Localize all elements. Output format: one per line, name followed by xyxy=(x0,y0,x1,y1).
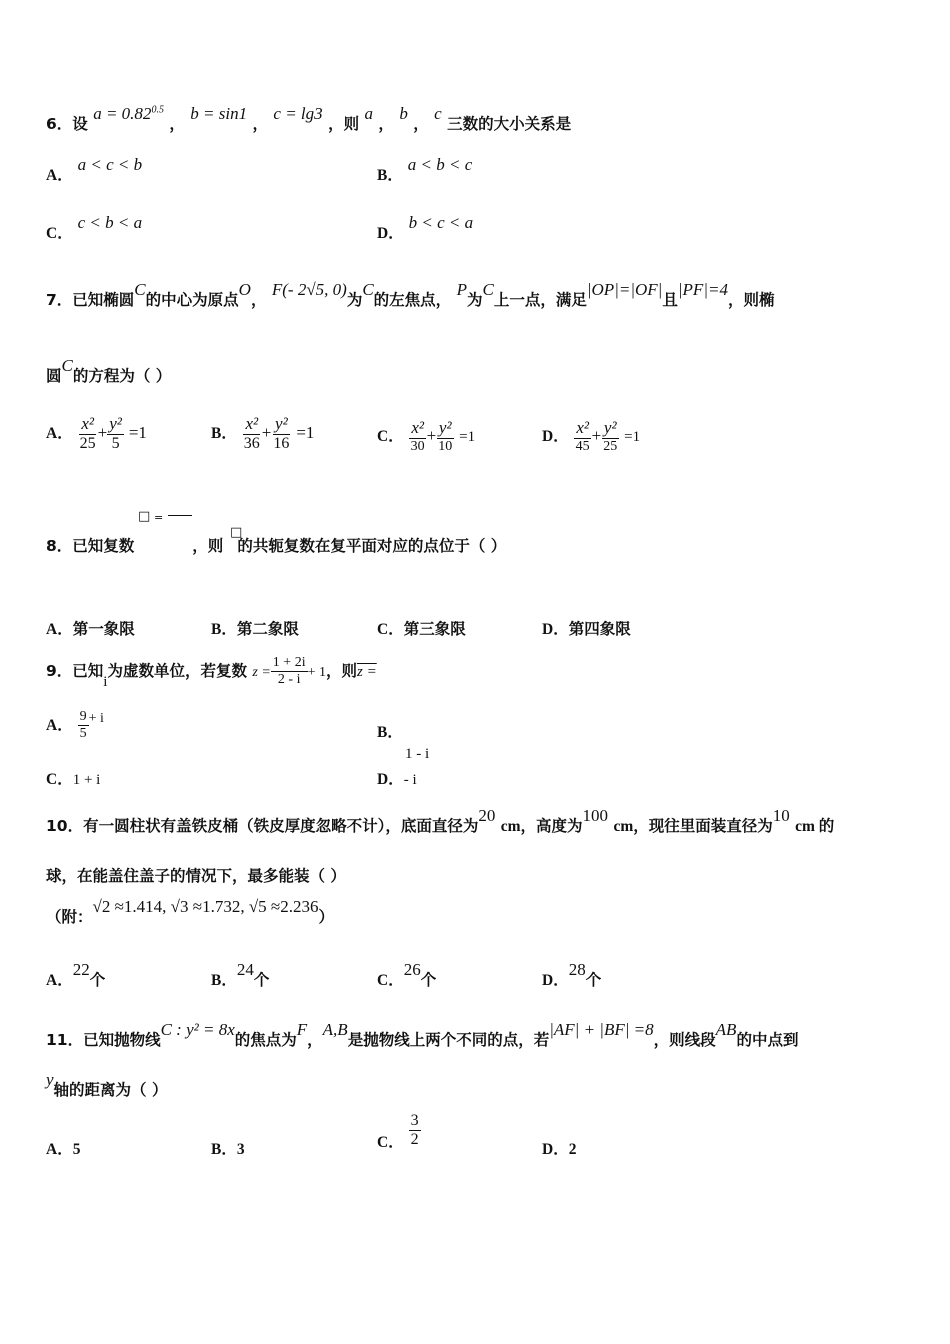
q9-option-b-label: B． xyxy=(377,724,403,741)
q10-c-num: 26 xyxy=(403,960,421,979)
q7-a-n1: x² xyxy=(81,414,94,433)
q8-option-b-text: 第二象限 xyxy=(236,620,299,638)
q6-option-a[interactable] xyxy=(46,155,143,185)
q7-text-8: 且 xyxy=(662,291,678,309)
q11-text-1: 11．已知抛物线 xyxy=(46,1031,161,1049)
q9-z-bar: z = xyxy=(357,664,377,681)
q10-text-2: cm，高度为 xyxy=(500,818,583,835)
q11-condition: |AF| + |BF| =8 xyxy=(549,1020,654,1039)
q7-a-d1: 25 xyxy=(79,434,96,452)
q8-option-a-label: A． xyxy=(46,621,73,638)
q7-var-o: O xyxy=(238,280,251,299)
q11-option-d[interactable] xyxy=(542,1137,576,1159)
q9-option-a-label: A． xyxy=(46,717,73,735)
q7-d-n2: y² xyxy=(603,418,617,437)
q7-d-d1: 45 xyxy=(575,438,590,454)
question-10-note xyxy=(46,897,335,927)
q6-a-definition xyxy=(93,104,164,123)
q11-text-2: 的焦点为 xyxy=(234,1031,297,1049)
q6-a-base: a = 0.82 xyxy=(93,104,152,123)
q9-text-2: 为虚数单位，若复数 xyxy=(107,662,247,681)
q9-denominator: 2 - i xyxy=(277,672,301,688)
q10-option-c-label: C． xyxy=(377,972,404,989)
q10-note-prefix: （附： xyxy=(46,908,93,926)
q8-option-c[interactable] xyxy=(377,617,466,639)
q11-curve: C : y² = 8x xyxy=(160,1020,235,1039)
q11-option-a[interactable] xyxy=(46,1137,80,1159)
q10-text-3: cm，现往里面装直径为 xyxy=(613,818,773,835)
q8-option-b-label: B． xyxy=(211,621,237,638)
q6-var-c: c xyxy=(434,104,442,123)
q6-a-exponent: 0.5 xyxy=(151,104,164,116)
q9-option-a[interactable] xyxy=(46,709,104,742)
q6-option-d-label: D． xyxy=(377,225,404,242)
q11-d-expr: 2 xyxy=(568,1141,577,1158)
q7-option-a[interactable]: A． $\frac{\text{x²}}{25}$ + $\frac{\text{y²}}{5}$ =1 xyxy=(46,414,147,452)
q7-text-1: 7．已知椭圆 xyxy=(46,291,135,309)
q11-var-f: F xyxy=(296,1020,308,1039)
question-11-stem-line2 xyxy=(46,1070,168,1100)
q7-option-a-frac2 xyxy=(107,414,124,453)
q8-option-a[interactable] xyxy=(46,617,135,639)
q7-var-c4: C xyxy=(61,356,73,375)
q10-note-suffix: ） xyxy=(318,908,335,926)
q10-option-c[interactable] xyxy=(377,960,437,990)
q7-var-c1: C xyxy=(134,280,146,299)
q10-text-4: cm 的 xyxy=(795,818,835,835)
q7-option-b-label: B． xyxy=(211,424,237,442)
q7-var-c2: C xyxy=(362,280,374,299)
q9-c-expr: 1 + i xyxy=(72,772,101,788)
q9-a-tail: + i xyxy=(88,711,104,727)
q7-option-d-label: D． xyxy=(542,427,569,445)
q10-c-unit: 个 xyxy=(420,971,437,989)
q7-c-d1: 30 xyxy=(410,438,425,454)
q10-a-num: 22 xyxy=(72,960,90,979)
q9-numerator: 1 + 2i xyxy=(271,655,308,672)
q11-var-ab2: AB xyxy=(715,1020,737,1039)
q10-diameter-20: 20 xyxy=(478,806,496,825)
q8-text-3: 的共轭复数在复平面对应的点位于（ ） xyxy=(237,537,507,555)
q11-option-c-frac xyxy=(409,1112,421,1150)
q8-option-c-label: C． xyxy=(377,621,404,638)
q7-b-rhs: =1 xyxy=(296,422,315,442)
q9-d-expr: - i xyxy=(403,772,417,788)
q10-option-d-label: D． xyxy=(542,972,569,989)
q8-option-d-text: 第四象限 xyxy=(568,620,631,638)
q11-option-b[interactable] xyxy=(211,1137,245,1159)
q7-option-d-frac1 xyxy=(574,418,592,455)
q7-text-4: 为 xyxy=(346,291,363,309)
q6-var-b: b xyxy=(399,104,408,123)
q7-d-n1: x² xyxy=(576,418,589,437)
q7-text-6: 为 xyxy=(466,291,483,309)
q7-line2-text-2: 的方程为（ ） xyxy=(72,367,172,385)
q11-option-d-label: D． xyxy=(542,1141,569,1158)
q6-b-definition: b = sin1 xyxy=(190,104,248,123)
q9-option-b[interactable] xyxy=(377,722,429,763)
q10-note-math: √2 ≈1.414, √3 ≈1.732, √5 ≈2.236 xyxy=(92,897,319,916)
question-6-stem xyxy=(46,104,572,134)
question-11-stem xyxy=(46,1020,799,1050)
q7-option-b-frac1 xyxy=(242,414,262,453)
q6-option-a-expr: a < c < b xyxy=(77,155,143,174)
q7-text-9: ，则椭 xyxy=(727,291,775,309)
q9-b-expr: 1 - i xyxy=(405,746,430,762)
q7-text-7: 上一点，满足 xyxy=(493,291,587,309)
question-7-stem-line2 xyxy=(46,356,172,386)
q7-focus-point: F(- 2√5, 0) xyxy=(271,280,347,299)
q11-line2-text: 轴的距离为（ ） xyxy=(53,1081,168,1099)
q10-option-b[interactable] xyxy=(211,960,270,990)
q7-var-p: P xyxy=(456,280,467,299)
q6-sep3: ， xyxy=(378,115,394,133)
q11-c-den: 2 xyxy=(410,1131,419,1149)
question-8-stem xyxy=(46,534,506,556)
q9-plus-one: + 1 xyxy=(307,665,326,681)
q10-b-unit: 个 xyxy=(253,971,270,989)
q11-option-c[interactable] xyxy=(377,1112,421,1150)
q6-mid: ，则 xyxy=(328,115,360,133)
q6-option-c[interactable] xyxy=(46,213,143,243)
q8-option-b[interactable] xyxy=(211,617,299,639)
q7-option-d-frac2 xyxy=(601,418,619,455)
q11-c-num: 3 xyxy=(409,1112,421,1131)
q7-c-n2: y² xyxy=(438,418,452,437)
q11-text-3: ， xyxy=(307,1031,323,1049)
q7-d-d2: 25 xyxy=(603,438,618,454)
q7-text-3: ， xyxy=(250,291,267,309)
q7-c-n1: x² xyxy=(411,418,424,437)
q9-text-1: 9．已知 xyxy=(46,662,104,681)
q7-a-n2: y² xyxy=(109,414,122,433)
q9-option-d[interactable] xyxy=(377,767,417,789)
q7-option-b[interactable]: B． $\frac{\text{x²}}{36}$ + $\frac{\text{y²}}{16}$ =1 xyxy=(211,414,315,452)
q9-option-d-label: D． xyxy=(377,771,404,788)
q8-option-c-text: 第三象限 xyxy=(403,620,466,638)
q7-c-d2: 10 xyxy=(438,438,453,454)
q9-option-c-label: C． xyxy=(46,771,73,788)
q7-a-d2: 5 xyxy=(111,434,120,452)
q9-text-3: ，则 xyxy=(326,662,358,681)
q7-condition-1: |OP|=|OF| xyxy=(586,280,663,299)
q9-a-den: 5 xyxy=(79,726,87,742)
q10-d-num: 28 xyxy=(568,960,586,979)
q6-option-b-expr: a < b < c xyxy=(407,155,473,174)
q10-d-unit: 个 xyxy=(585,971,602,989)
q10-height-100: 100 xyxy=(582,806,609,825)
q11-text-6: 的中点到 xyxy=(736,1031,799,1049)
q7-b-n1: x² xyxy=(245,414,259,433)
q11-a-expr: 5 xyxy=(72,1141,81,1158)
q7-line2-text-1: 圆 xyxy=(46,367,62,385)
q6-option-c-label: C． xyxy=(46,225,73,242)
q6-sep1: ， xyxy=(169,115,185,133)
q7-option-c-frac1 xyxy=(409,418,427,455)
q7-c-rhs: =1 xyxy=(459,428,476,445)
q7-option-a-label: A． xyxy=(46,424,73,442)
q11-text-5: ，则线段 xyxy=(653,1031,716,1049)
question-10-stem xyxy=(46,806,835,836)
q11-text-4: 是抛物线上两个不同的点，若 xyxy=(347,1031,550,1049)
q9-var-i: i xyxy=(103,674,108,691)
q7-text-5: 的左焦点， xyxy=(373,291,452,309)
q6-option-a-label: A． xyxy=(46,167,73,184)
question-9-stem xyxy=(46,655,377,691)
q8-option-d[interactable] xyxy=(542,617,631,639)
q7-var-c3: C xyxy=(482,280,494,299)
q6-sep2: ， xyxy=(252,115,268,133)
q6-option-b-label: B． xyxy=(377,167,403,184)
q7-option-a-frac1 xyxy=(78,414,98,453)
q7-condition-2: |PF|=4 xyxy=(677,280,728,299)
q7-b-d1: 36 xyxy=(243,434,260,452)
q8-text-2: ，则 xyxy=(192,537,224,555)
q10-text-1: 10．有一圆柱状有盖铁皮桶（铁皮厚度忽略不计），底面直径为 xyxy=(46,817,479,835)
q7-option-b-frac2 xyxy=(271,414,291,453)
q6-prefix: 6．设 xyxy=(46,115,88,133)
q6-suffix: 三数的大小关系是 xyxy=(447,115,572,133)
q7-a-rhs: =1 xyxy=(128,422,147,442)
q11-option-c-label: C． xyxy=(377,1134,404,1152)
q11-var-ab: A,B xyxy=(322,1020,348,1039)
q7-b-d2: 16 xyxy=(273,434,290,452)
q10-option-a[interactable] xyxy=(46,960,106,990)
q10-option-b-label: B． xyxy=(211,972,237,989)
q7-option-c[interactable]: C． $\frac{\text{x²}}{30}$ + $\frac{\text{y²}}{10}$ =1 xyxy=(377,418,476,454)
q11-option-a-label: A． xyxy=(46,1141,73,1158)
q7-option-c-label: C． xyxy=(377,427,404,445)
q11-b-expr: 3 xyxy=(236,1141,245,1158)
q6-sep4: ， xyxy=(413,115,429,133)
q8-option-d-label: D． xyxy=(542,621,569,638)
q7-text-2: 的中心为原点 xyxy=(145,291,239,309)
q9-option-a-frac xyxy=(78,709,89,742)
q7-option-d[interactable]: D． $\frac{\text{x²}}{45}$ + $\frac{\text{y²}}{25}$ =1 xyxy=(542,418,641,454)
q6-option-d-expr: b < c < a xyxy=(408,213,474,232)
question-7-stem xyxy=(46,280,775,310)
q7-option-c-frac2 xyxy=(436,418,454,455)
q10-option-d[interactable] xyxy=(542,960,602,990)
q6-option-c-expr: c < b < a xyxy=(77,213,143,232)
missing-glyph-icon: □ xyxy=(230,525,243,540)
q8-broken-formula-image: □ = xyxy=(138,505,198,531)
q10-ball-10: 10 xyxy=(772,806,790,825)
q7-d-rhs: =1 xyxy=(624,428,641,445)
q10-b-num: 24 xyxy=(236,960,254,979)
q9-option-c[interactable] xyxy=(46,767,100,789)
q10-option-a-label: A． xyxy=(46,972,73,989)
q9-fraction xyxy=(271,655,308,688)
q7-b-n2: y² xyxy=(275,414,288,433)
q9-z-lhs: z = xyxy=(252,665,271,681)
q6-var-a: a xyxy=(364,104,373,123)
q8-text-1: 8．已知复数 xyxy=(46,537,135,555)
q6-option-d[interactable] xyxy=(377,213,474,243)
q6-c-definition: c = lg3 xyxy=(273,104,323,123)
q8-option-a-text: 第一象限 xyxy=(72,620,135,638)
missing-glyph-icon: □ xyxy=(138,509,151,524)
q10-a-unit: 个 xyxy=(89,971,106,989)
q11-var-y: y xyxy=(46,1070,54,1089)
q9-a-num: 9 xyxy=(78,709,89,726)
question-10-stem-line2: 球，在能盖住盖子的情况下，最多能装（ ） xyxy=(46,867,346,885)
q11-option-b-label: B． xyxy=(211,1141,237,1158)
q6-option-b[interactable] xyxy=(377,155,473,185)
